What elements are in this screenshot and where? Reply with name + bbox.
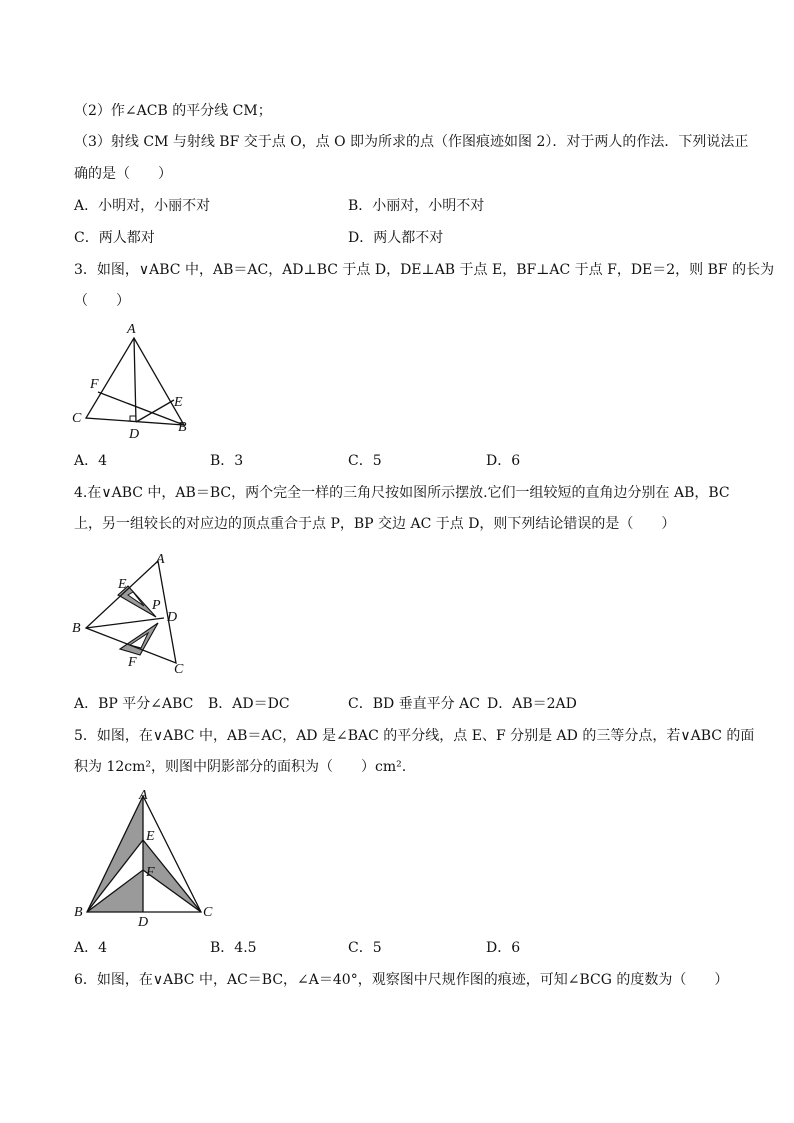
q3-option-c[interactable]: C．5 — [348, 453, 382, 469]
q5-option-a[interactable]: A．4 — [74, 940, 108, 956]
q5-label-e: E — [146, 829, 155, 844]
q3-label-b: B — [178, 420, 187, 435]
q4-option-a[interactable]: A．BP 平分∠ABC — [74, 696, 194, 712]
q4-label-f: F — [128, 655, 137, 670]
q3-label-f: F — [90, 377, 99, 392]
q6-stem: 6．如图，在∨ABC 中，AC＝BC，∠A＝40°，观察图中尺规作图的痕迹，可知∠BCG 的度数为（ ） — [74, 972, 729, 988]
q2-step3: （3）射线 CM 与射线 BF 交于点 O，点 O 即为所求的点（作图痕迹如图 2）．对于两人的作法．下列说法正 — [74, 134, 749, 150]
q4-option-b[interactable]: B．AD＝DC — [208, 696, 290, 712]
q2-step2: （2）作∠ACB 的平分线 CM； — [74, 103, 272, 119]
q5-label-f: F — [146, 865, 155, 880]
q3-option-d[interactable]: D．6 — [486, 453, 521, 469]
q4-stem-cont: 上，另一组较长的对应边的顶点重合于点 P，BP 交边 AC 于点 D，则下列结论错误的是（ ） — [74, 516, 676, 532]
q4-stem: 4.在∨ABC 中，AB＝BC，两个完全一样的三角尺按如图所示摆放.它们一组较短的直角边分别在 AB，BC — [74, 485, 730, 501]
q3-label-d: D — [129, 427, 140, 442]
q3-label-c: C — [72, 411, 82, 426]
q5-stem: 5．如图，在∨ABC 中，AB＝AC，AD 是∠BAC 的平分线，点 E、F 分别是 AD 的三等分点，若∨ABC 的面 — [74, 728, 755, 744]
q5-option-c[interactable]: C．5 — [348, 940, 382, 956]
q3-altitude-ad — [134, 338, 136, 422]
q2-option-c[interactable]: C．两人都对 — [74, 230, 155, 246]
q3-label-a: A — [127, 322, 136, 337]
q4-label-p: P — [152, 598, 161, 613]
q3-option-b[interactable]: B．3 — [210, 453, 244, 469]
q5-label-d: D — [138, 915, 149, 930]
q2-option-a[interactable]: A．小明对，小丽不对 — [74, 198, 211, 214]
q5-label-b: B — [74, 905, 83, 920]
q4-label-c: C — [174, 662, 184, 677]
q4-label-d: D — [167, 610, 178, 625]
q3-option-a[interactable]: A．4 — [74, 453, 108, 469]
q5-figure — [68, 786, 228, 931]
q2-step3-cont: 确的是（ ） — [74, 166, 172, 182]
q4-option-c[interactable]: C．BD 垂直平分 AC — [348, 696, 480, 712]
q5-option-d[interactable]: D．6 — [486, 940, 521, 956]
q3-stem-cont: （ ） — [74, 293, 130, 309]
q5-label-c: C — [203, 905, 213, 920]
q3-label-e: E — [174, 395, 183, 410]
q3-right-angle-mark — [130, 416, 136, 421]
q3-figure — [66, 318, 266, 443]
q2-option-b[interactable]: B．小丽对，小明不对 — [348, 198, 485, 214]
q4-label-a: A — [156, 552, 165, 567]
q4-figure — [66, 545, 206, 680]
q4-option-d[interactable]: D．AB＝2AD — [487, 696, 577, 712]
q5-label-a: A — [139, 788, 148, 803]
q4-label-b: B — [72, 621, 81, 636]
q3-stem: 3．如图，∨ABC 中，AB＝AC，AD⊥BC 于点 D，DE⊥AB 于点 E，BF⊥AC 于点 F，DE＝2，则 BF 的长为 — [74, 262, 775, 278]
q5-stem-cont: 积为 12cm²，则图中阴影部分的面积为（ ）cm². — [74, 759, 407, 775]
q2-option-d[interactable]: D．两人都不对 — [348, 230, 444, 246]
q5-option-b[interactable]: B．4.5 — [210, 940, 257, 956]
q4-label-e: E — [118, 577, 127, 592]
